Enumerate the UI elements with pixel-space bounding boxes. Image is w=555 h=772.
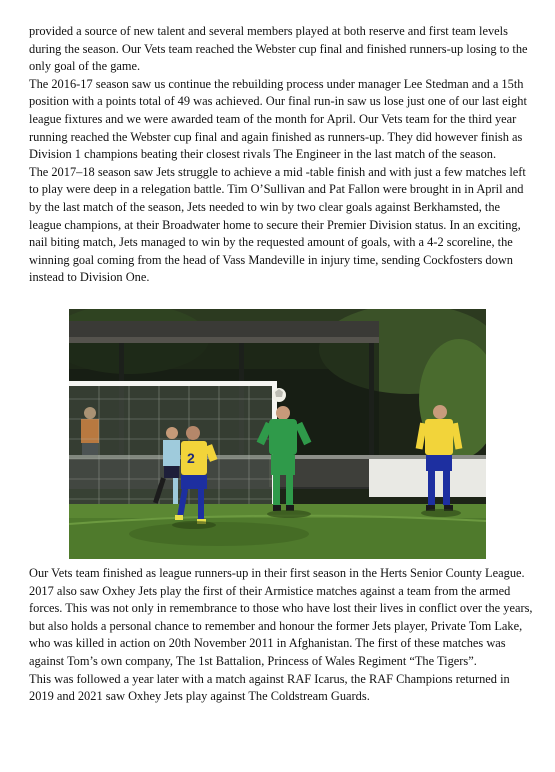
paragraph: This was followed a year later with a match against RAF Icarus, the RAF Champions returned in 2019 and 2021 saw Oxhey Jets play against The Coldstream Guards. xyxy=(29,671,510,704)
football-match-photo xyxy=(69,309,486,559)
shirt-number: 2 xyxy=(187,450,195,466)
text-block-top xyxy=(29,23,534,287)
paragraph: The 2017–18 season saw Jets struggle to achieve a mid -table finish and with just a few matches left to play were deep in a relegation battle. Tim O’Sullivan and Pat Fallon were brought in in April and by the last match of the season, Jets needed to win by two clear goals against Berkhamsted, the league champions, at their Broadwater home to secure their Premier Division status. In an exciting, nail biting match, Jets managed to win by the requested amount of goals, with a 4-2 scoreline, the winning goal coming from the head of Vass Mandeville in injury time, sending Cockfosters down instead to Division One. xyxy=(29,164,526,285)
paragraph: The 2016-17 season saw us continue the rebuilding process under manager Lee Stedman and a 15th position with a points total of 49 was achieved. Our final run-in saw us lose just one of our last eight league fixtures and we were awarded team of the month for April. Our Vets team for the third year running reached the Webster cup final and again finished as runners-up. They did however finish as Division 1 champions beating their closest rivals The Engineer in the last match of the season. xyxy=(29,76,527,162)
paragraph: provided a source of new talent and several members played at both reserve and first team levels during the season. Our Vets team reached the Webster cup final and finished runners-up losing to the only goal of the game. xyxy=(29,24,528,74)
paragraph: Our Vets team finished as league runners-up in their first season in the Herts Senior County League. xyxy=(29,566,525,580)
paragraph: 2017 also saw Oxhey Jets play the first of their Armistice matches against a team from the armed forces. This was not only in remembrance to those who have lost their lives in conflict over the years, but also holds a personal chance to remember and honour the former Jets player, Private Tom Lake, who was killed in action on 20th November 2011 in Afghanistan. The first of these matches was against Tom’s own company, The 1st Battalion, Princess of Wales Regiment “The Tigers”. xyxy=(29,583,533,668)
text-block-bottom xyxy=(29,565,534,706)
